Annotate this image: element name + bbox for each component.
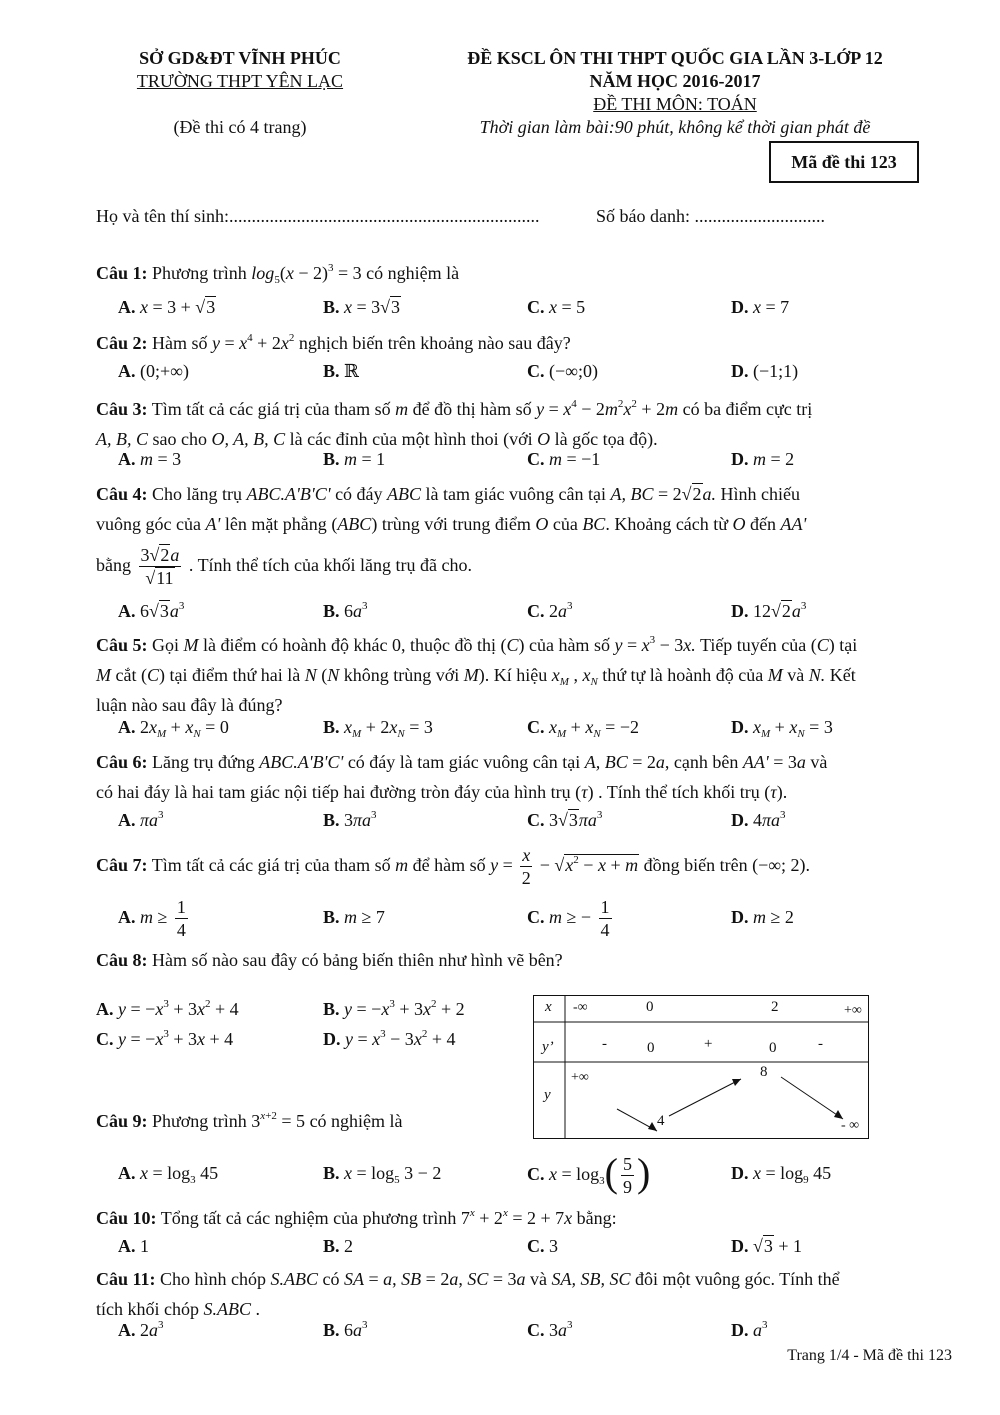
question-1: Câu 1: Phương trình $\log_5(x - 2)^3 = 3$ có nghiệm là [96,262,460,286]
q9-option-b[interactable]: B. $x = \log_5 3 - 2$ [323,1163,442,1186]
q2-option-b[interactable]: B. ℝ [323,361,359,381]
bbt-y-val: 4 [657,1113,665,1129]
q11-option-d[interactable]: D. $a^3$ [731,1319,768,1340]
q7-option-d[interactable]: D. m ≥ 2 [731,907,794,927]
exam-code-box: Mã đề thi 123 [769,141,919,183]
q10-option-b[interactable]: B. 2 [323,1236,354,1256]
q1-option-b[interactable]: B. x = 3√3 [323,297,401,317]
q6-option-a[interactable]: A. $\pi a^3$ [118,809,164,830]
q3-option-b[interactable]: B. m = 1 [323,449,386,469]
question-2: Câu 2: Hàm số $y = x^4 + 2x^2$ nghịch biến trên khoảng nào sau đây? [96,332,571,353]
school-name: TRƯỜNG THPT YÊN LẠC [136,71,344,91]
q4-option-b[interactable]: B. $6a^3$ [323,600,368,621]
q7-option-a[interactable]: A. m ≥ $\frac{1}{4}$ [118,897,186,941]
q4-option-c[interactable]: C. $2a^3$ [527,600,573,621]
bbt-yprime-label: y’ [542,1039,554,1055]
q11-option-a[interactable]: A. $2a^3$ [118,1319,164,1340]
bbt-y-val: - ∞ [841,1118,860,1133]
bbt-y-val: 8 [760,1064,768,1080]
q1-option-a[interactable]: A. x = 3 + √3 [118,297,216,317]
department-name: SỞ GD&ĐT VĨNH PHÚC [139,48,341,68]
q9-option-c[interactable]: C. $x = \log_3$( $\frac{5}{9}$ ) [527,1150,651,1198]
bbt-x-val: -∞ [573,1000,588,1015]
bbt-y-label: y [544,1087,551,1103]
bbt-sign: 0 [647,1040,655,1056]
bbt-sign: + [704,1036,713,1052]
question-9: Câu 9: Phương trình $3^{x+2} = 5$ có nghiệm là [96,1110,403,1131]
q6-option-d[interactable]: D. $4\pi a^3$ [731,809,786,830]
question-3: Câu 3: Tìm tất cả các giá trị của tham số m để đồ thị hàm số $y = x^4 - 2m^2x^2 + 2m$ có ba điểm cực trị A, B, C sao cho O, A, B, C là các đỉnh của một hình thoi (với O là gốc tọa độ). [96,398,813,449]
q5-option-d[interactable]: D. $x_M + x_N = 3$ [731,717,833,740]
q2-option-a[interactable]: A. (0;+∞) [118,361,189,381]
q9-option-d[interactable]: D. $x = \log_9 45$ [731,1163,832,1186]
q3-option-a[interactable]: A. m = 3 [118,449,182,469]
variation-table-graphic [533,995,869,1139]
q6-option-c[interactable]: C. $3√3\pi a^3$ [527,809,603,830]
bbt-x-val: +∞ [844,1003,862,1018]
candidate-name-field: Họ và tên thí sinh:..................................................................... [96,206,540,226]
q1-option-c[interactable]: C. x = 5 [527,297,586,317]
q11-option-b[interactable]: B. $6a^3$ [323,1319,368,1340]
q5-option-b[interactable]: B. $x_M + 2x_N = 3$ [323,717,433,740]
q9-option-a[interactable]: A. $x = \log_3 45$ [118,1163,219,1186]
q7-option-b[interactable]: B. m ≥ 7 [323,907,385,927]
exam-time: Thời gian làm bài:90 phút, không kể thời gian phát đề [479,117,871,137]
q10-option-a[interactable]: A. 1 [118,1236,149,1256]
q2-option-c[interactable]: C. (−∞;0) [527,361,598,381]
variation-table [533,995,869,1139]
pages-note: (Đề thi có 4 trang) [173,117,307,137]
q8-option-d[interactable]: D. $y = x^3 - 3x^2 + 4$ [323,1028,456,1049]
q7-option-c[interactable]: C. m ≥ − $\frac{1}{4}$ [527,897,610,941]
bbt-y-val: +∞ [571,1070,589,1085]
q2-option-d[interactable]: D. (−1;1) [731,361,799,381]
q4-option-d[interactable]: D. $12√2a^3$ [731,600,807,621]
q11-option-c[interactable]: C. $3a^3$ [527,1319,573,1340]
q8-option-a[interactable]: A. $y = -x^3 + 3x^2 + 4$ [96,998,239,1019]
q3-option-d[interactable]: D. m = 2 [731,449,795,469]
page-footer: Trang 1/4 - Mã đề thi 123 [787,1347,952,1364]
question-4: Câu 4: Cho lăng trụ ABC.A'B'C' có đáy ABC là tam giác vuông cân tại A, BC = 2√2a. Hình chiếu vuông góc của A' lên mặt phẳng (ABC) trùng với trung điểm O của BC. Khoảng cách từ O đến AA' [96,484,807,534]
question-8: Câu 8: Hàm số nào sau đây có bảng biến thiên như hình vẽ bên? [96,950,563,970]
question-4-line3: bằng $\frac{3√2a}{√11}$ . Tính thể tích của khối lăng trụ đã cho. [96,545,472,589]
q10-option-d[interactable]: D. √3 + 1 [731,1236,803,1256]
bbt-sign: - [602,1036,607,1052]
bbt-sign: - [818,1036,823,1052]
q6-option-b[interactable]: B. $3\pi a^3$ [323,809,377,830]
increase-arrow [669,1079,741,1116]
question-5: Câu 5: Gọi M là điểm có hoành độ khác 0, thuộc đồ thị (C) của hàm số $y = x^3 - 3x$. Tiếp tuyến của (C) tại M cắt (C) tại điểm thứ hai là N (N không trùng với M). Kí hiệu $x_M$ , $x_N$ thứ tự là hoành độ của M và N. Kết luận nào sau đây là đúng? [96,634,858,715]
question-11: Câu 11: Cho hình chóp S.ABC có SA = a, SB = 2a, SC = 3a và SA, SB, SC đôi một vuông góc. Tính thể tích khối chóp S.ABC . [96,1269,840,1319]
q1-option-d[interactable]: D. x = 7 [731,297,790,317]
q5-option-a[interactable]: A. $2x_M + x_N = 0$ [118,717,229,740]
q8-option-c[interactable]: C. $y = -x^3 + 3x + 4$ [96,1028,234,1049]
question-7: Câu 7: Tìm tất cả các giá trị của tham số m để hàm số y = $\frac{x}{2}$ − $√x^2 - x + m$ đồng biến trên (−∞; 2). [96,845,811,889]
q10-option-c[interactable]: C. 3 [527,1236,558,1256]
exam-subject: ĐỀ THI MÔN: TOÁN [593,94,757,114]
exam-title: ĐỀ KSCL ÔN THI THPT QUỐC GIA LẦN 3-LỚP 12 [467,48,883,68]
bbt-sign: 0 [769,1040,777,1056]
bbt-x-val: 0 [646,999,654,1015]
candidate-id-field: Số báo danh: ............................. [596,206,825,226]
q3-option-c[interactable]: C. m = −1 [527,449,601,469]
q4-option-a[interactable]: A. $6√3a^3$ [118,600,185,621]
q5-option-c[interactable]: C. $x_M + x_N = -2$ [527,717,639,740]
exam-year: NĂM HỌC 2016-2017 [589,71,761,91]
question-6: Câu 6: Lăng trụ đứng ABC.A'B'C' có đáy là tam giác vuông cân tại A, BC = 2a, cạnh bên AA' = 3a và có hai đáy là hai tam giác nội tiếp hai đường tròn đáy của hình trụ (τ) . Tính thể tích khối trụ (τ). [96,752,828,802]
decrease-arrow-2 [781,1077,843,1119]
bbt-x-label: x [545,999,552,1015]
question-10: Câu 10: Tổng tất cả các nghiệm của phương trình $7^x + 2^x = 2 + 7x$ bằng: [96,1207,617,1228]
bbt-x-val: 2 [771,999,779,1015]
q8-option-b[interactable]: B. $y = -x^3 + 3x^2 + 2$ [323,998,465,1019]
